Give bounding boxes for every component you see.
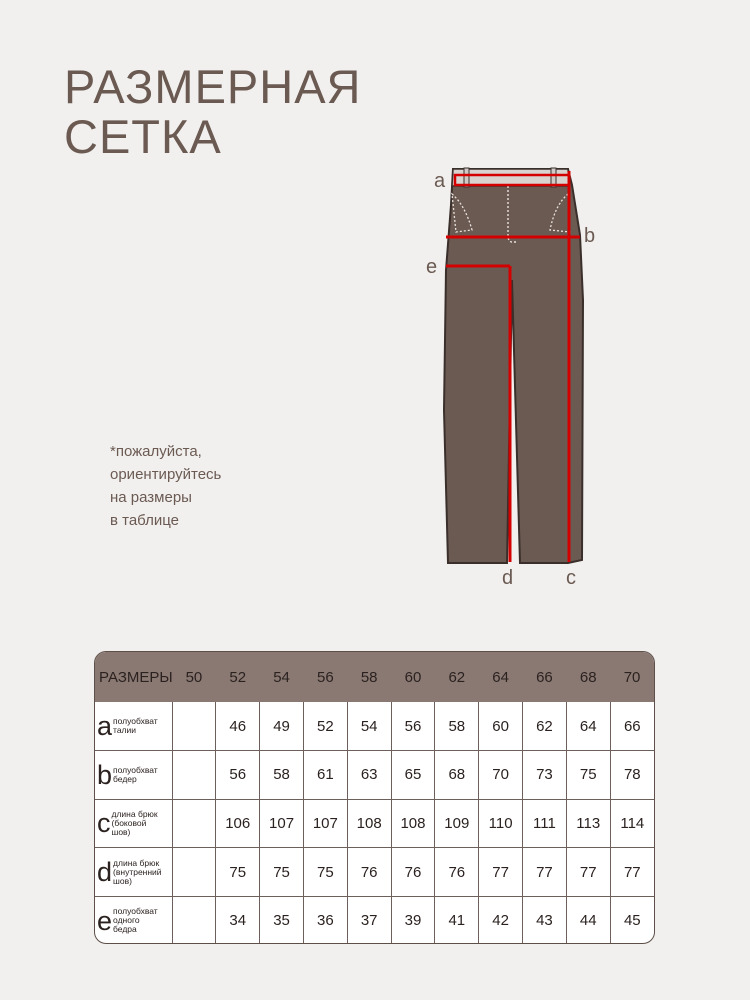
size-col: 54	[273, 668, 290, 686]
size-col: 62	[448, 668, 466, 686]
table-cell	[172, 896, 216, 944]
pants-silhouette	[444, 169, 583, 563]
label-a: a	[434, 170, 446, 192]
size-table	[94, 651, 655, 944]
table-cell: 77	[566, 848, 610, 897]
row-label	[95, 799, 172, 848]
size-col: 50	[185, 668, 203, 686]
table-cell: 76	[391, 848, 435, 897]
note-line-1: *пожалуйста,	[110, 443, 202, 460]
table-cell: 61	[303, 751, 347, 800]
table-cell: 68	[435, 751, 479, 800]
row-desc: полуобхват одного бедра	[113, 906, 158, 935]
size-col: 58	[360, 668, 378, 686]
row-desc: полуобхват талии	[113, 716, 158, 736]
header-label: РАЗМЕРЫ	[99, 668, 173, 686]
label-c: c	[566, 567, 576, 589]
size-col: 66	[536, 668, 553, 686]
table-cell: 62	[523, 702, 567, 751]
table-row	[95, 751, 654, 800]
size-col: 70	[623, 668, 641, 686]
row-desc: полуобхват бедер	[113, 764, 158, 784]
size-col: 52	[229, 668, 247, 686]
table-cell: 58	[435, 702, 479, 751]
table-cell: 108	[347, 799, 391, 848]
table-cell: 77	[610, 848, 654, 897]
table-cell: 110	[479, 799, 523, 848]
pants-diagram	[420, 160, 620, 590]
table-cell: 36	[303, 896, 347, 944]
table-cell: 34	[216, 896, 260, 944]
row-letter: e	[97, 905, 113, 936]
table-cell: 35	[260, 896, 304, 944]
table-cell: 75	[303, 848, 347, 897]
label-e: e	[426, 256, 438, 278]
table-cell: 77	[479, 848, 523, 897]
table-cell: 75	[260, 848, 304, 897]
label-b: b	[584, 225, 596, 247]
table-cell: 107	[303, 799, 347, 848]
row-label	[95, 896, 172, 944]
table-cell: 109	[435, 799, 479, 848]
table-cell: 45	[623, 912, 641, 930]
label-d: d	[502, 567, 514, 589]
table-cell: 37	[347, 896, 391, 944]
table-cell: 108	[391, 799, 435, 848]
row-desc: длина брюк (боковой шов)	[111, 808, 158, 837]
size-col: 68	[579, 668, 597, 686]
row-letter: d	[97, 857, 113, 888]
row-desc: длина брюк (внутренний шов)	[113, 857, 162, 886]
row-label	[95, 751, 172, 800]
table-cell: 75	[566, 751, 610, 800]
table-cell: 44	[566, 896, 610, 944]
table-cell: 49	[260, 702, 304, 751]
table-cell: 76	[435, 848, 479, 897]
table-cell: 56	[216, 751, 260, 800]
size-note	[110, 440, 221, 532]
table-cell: 60	[479, 702, 523, 751]
table-row	[95, 896, 654, 944]
row-label	[95, 848, 172, 897]
title-line-1: РАЗМЕРНАЯ	[64, 60, 362, 113]
table-cell: 52	[303, 702, 347, 751]
table-cell: 54	[347, 702, 391, 751]
table-header-row	[95, 652, 654, 702]
row-letter: c	[97, 808, 111, 839]
table-cell: 107	[260, 799, 304, 848]
table-cell: 77	[523, 848, 567, 897]
row-letter: a	[97, 711, 113, 742]
page-title	[64, 62, 362, 162]
table-cell: 63	[347, 751, 391, 800]
table-cell: 111	[523, 799, 567, 848]
table-cell: 42	[479, 896, 523, 944]
table-cell: 73	[523, 751, 567, 800]
table-cell: 76	[347, 848, 391, 897]
table-cell: 70	[479, 751, 523, 800]
table-cell	[172, 751, 216, 800]
table-row	[95, 848, 654, 897]
table-cell: 114	[610, 799, 654, 848]
table-cell: 46	[216, 702, 260, 751]
title-line-2: СЕТКА	[64, 110, 222, 163]
table-cell: 41	[435, 896, 479, 944]
row-label	[95, 702, 172, 751]
note-line-2: ориентируйтесь	[110, 466, 222, 483]
note-line-3: на размеры	[110, 489, 192, 506]
note-line-4: в таблице	[110, 512, 179, 529]
table-cell: 56	[391, 702, 435, 751]
table-cell	[172, 848, 216, 897]
table-cell: 64	[566, 702, 610, 751]
table-row	[95, 702, 654, 751]
table-cell: 65	[391, 751, 435, 800]
size-col: 64	[492, 668, 509, 686]
table-cell: 39	[391, 896, 435, 944]
table-cell: 113	[566, 799, 610, 848]
table-row	[95, 799, 654, 848]
table-cell: 75	[216, 848, 260, 897]
table-cell: 66	[610, 702, 654, 751]
table-cell: 78	[610, 751, 654, 800]
table-cell	[172, 702, 216, 751]
size-col: 60	[404, 668, 422, 686]
row-letter: b	[97, 759, 113, 790]
size-col: 56	[317, 668, 334, 686]
table-cell: 58	[260, 751, 304, 800]
table-cell: 106	[216, 799, 260, 848]
table-cell: 43	[523, 896, 567, 944]
table-cell	[172, 799, 216, 848]
